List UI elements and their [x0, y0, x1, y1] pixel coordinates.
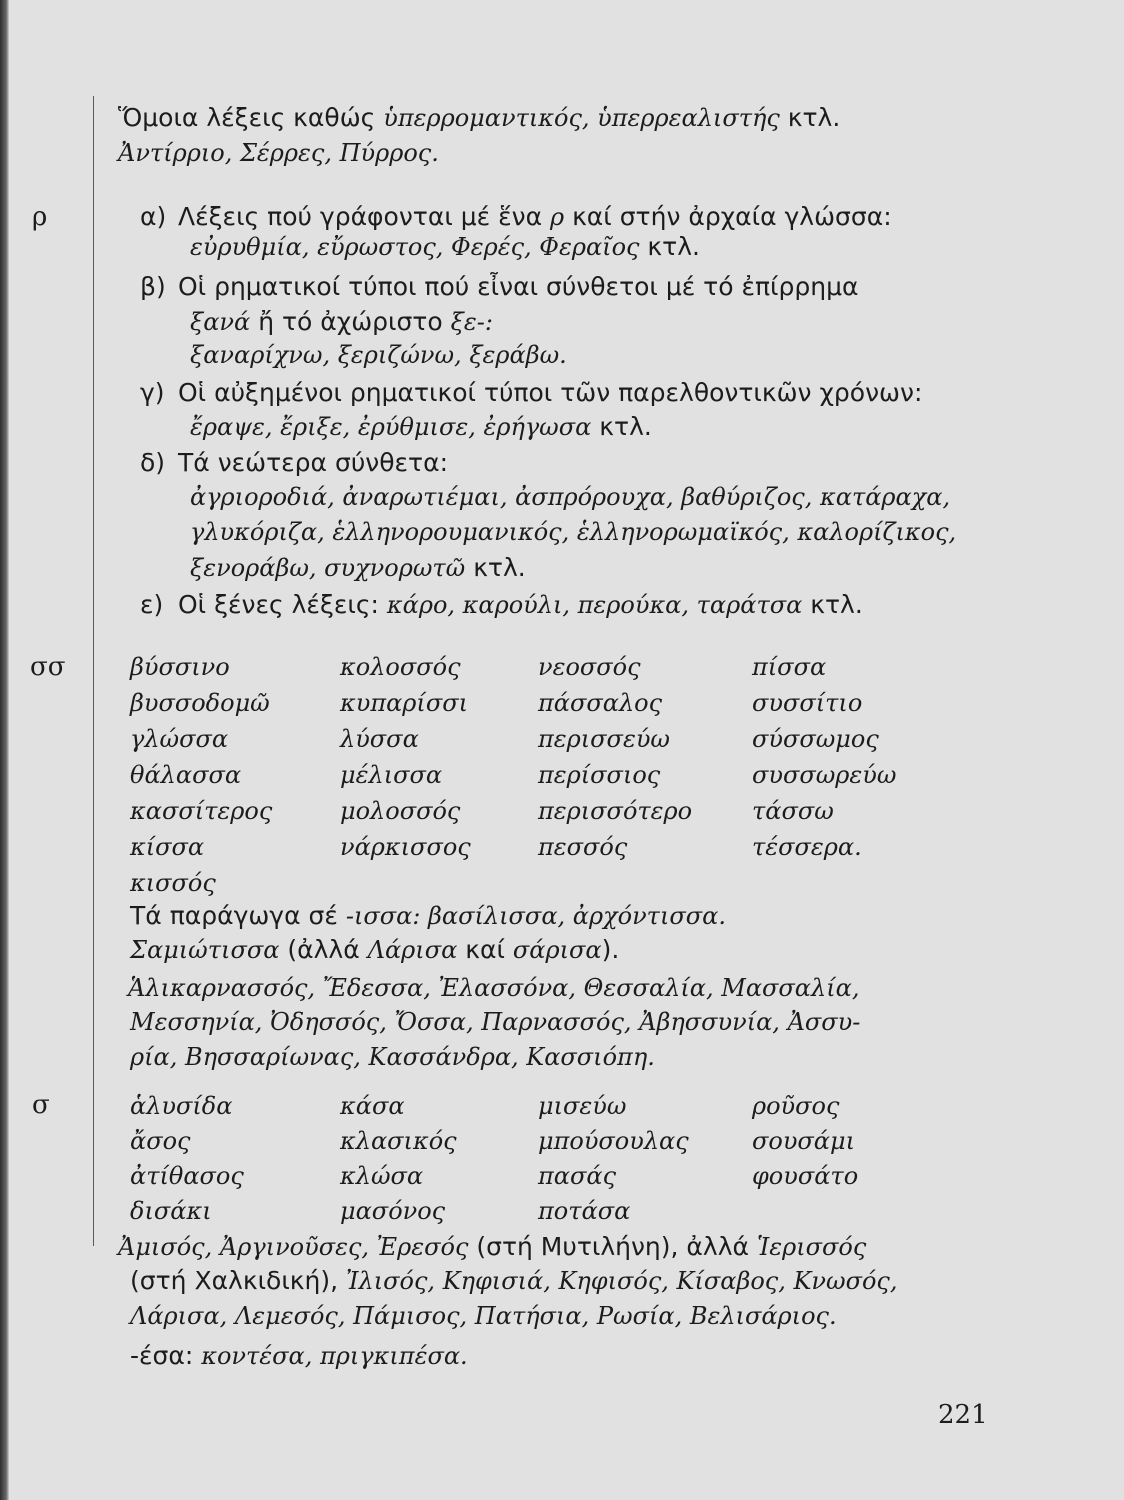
rho-e-text: Οἱ ξένες λέξεις: [178, 590, 379, 619]
rho-a-examples-line [190, 229, 700, 265]
word-list-item: θάλασσα [130, 761, 242, 789]
rho-a-letter: ρ [550, 203, 565, 231]
rho-item-b [140, 269, 858, 305]
word-list-item: ἀτίθασος [130, 1162, 244, 1190]
and-word: καί [465, 935, 505, 964]
sigma-names-line-3: Λάρισα, Λεμεσός, Πάμισος, Πατήσια, Ρωσία, Βελισάριος. [130, 1302, 837, 1330]
sigma-names-2b: Ἰλισός, Κηφισιά, Κηφισός, Κίσαβος, Κνωσός, [346, 1267, 898, 1295]
word-list-item: σουσάμι [752, 1127, 856, 1155]
esa-suffix-line [130, 1338, 468, 1374]
rho-a-text-1: Λέξεις πού γράφονται μέ ἕνα [178, 202, 543, 231]
rho-d-examples-line-3 [190, 550, 526, 586]
intro-text: Ὅμοια λέξεις καθώς [118, 103, 376, 132]
place-names-line-2: Μεσσηνία, Ὀδησσός, Ὄσσα, Παρνασσός, Ἀβησσυνία, Ἀσσυ- [130, 1008, 861, 1036]
samiotissa: Σαμιώτισσα [130, 936, 280, 964]
word-list-item: ἁλυσίδα [130, 1092, 233, 1120]
word-list-item: ροῦσος [752, 1092, 840, 1120]
word-list-item: περισσεύω [538, 725, 670, 753]
sigma-names-1c: Ἱερισσός [756, 1233, 867, 1261]
place-names-line-3: ρία, Βησσαρίωνας, Κασσάνδρα, Κασσιόπη. [130, 1043, 655, 1071]
rho-c-text: Οἱ αὐξημένοι ρηματικοί τύποι τῶν παρελθοντικῶν χρόνων: [178, 378, 923, 407]
word-list-item: δισάκι [130, 1197, 212, 1225]
word-list-item: φουσάτο [752, 1162, 859, 1190]
word-list-item: μολοσσός [340, 797, 461, 825]
close-paren: ). [601, 935, 620, 964]
word-list-item: νεοσσός [538, 653, 641, 681]
double-sigma-column-1 [130, 649, 272, 901]
word-list-item: μασόνος [340, 1197, 446, 1225]
rho-c-examples-line [190, 409, 652, 445]
sigma-column-1 [130, 1089, 244, 1229]
rho-e-etc: κτλ. [810, 590, 863, 619]
double-sigma-column-4 [752, 649, 896, 865]
double-sigma-column-2 [340, 649, 471, 865]
section-label-double-sigma: σσ [30, 652, 66, 682]
word-list-item: μισεύω [538, 1092, 627, 1120]
item-marker: δ) [140, 448, 166, 477]
double-sigma-exception [130, 932, 619, 968]
word-list-item: κασσίτερος [130, 797, 273, 825]
rho-b-adverb: ξανά [190, 308, 251, 336]
double-sigma-column-3 [538, 649, 692, 865]
word-list-item: περισσότερο [538, 797, 693, 825]
sigma-names-line-1 [118, 1229, 866, 1265]
but-open: (ἀλλά [287, 935, 360, 964]
intro-line-2: Ἀντίρριο, Σέρρες, Πύρρος. [118, 139, 439, 167]
rho-d-examples-line-1: ἀγριοροδιά, ἀναρωτιέμαι, ἀσπρόρουχα, βαθύριζος, κατάραχα, [190, 483, 951, 511]
sigma-column-4 [752, 1089, 858, 1194]
word-list-item: τέσσερα. [752, 833, 862, 861]
place-names-line-1: Ἁλικαρνασσός, Ἔδεσσα, Ἐλασσόνα, Θεσσαλία, Μασσαλία, [128, 974, 860, 1002]
word-list-item: πίσσα [752, 653, 827, 681]
item-marker: γ) [140, 378, 165, 407]
sigma-names-2a: (στή Χαλκιδική), [130, 1266, 339, 1295]
item-marker: β) [140, 272, 166, 301]
rho-a-text-2: καί στήν ἀρχαία γλώσσα: [572, 202, 892, 231]
double-sigma-derivatives [130, 898, 726, 934]
page-edge-shadow [0, 0, 9, 1500]
rho-c-examples: ἔραψε, ἔριξε, ἐρύθμισε, ἐρήγωσα [190, 413, 592, 441]
item-marker: α) [140, 202, 167, 231]
word-list-item: κολοσσός [340, 653, 461, 681]
intro-examples: ὑπερρομαντικός, ὑπερρεαλιστής [383, 104, 780, 132]
rho-b-continuation [190, 304, 493, 340]
word-list-item: μπούσουλας [538, 1127, 689, 1155]
section-label-rho: ρ [32, 202, 48, 232]
word-list-item: συσσίτιο [752, 689, 863, 717]
rho-c-etc: κτλ. [599, 412, 652, 441]
word-list-item: πεσσός [538, 833, 628, 861]
item-marker: ε) [140, 590, 164, 619]
sigma-names-1a: Ἀμισός, Ἀργινοῦσες, Ἐρεσός [118, 1233, 469, 1261]
section-label-sigma: σ [32, 1090, 50, 1120]
rho-item-d [140, 445, 448, 481]
rho-d-examples-3: ξενοράβω, συχνορωτῶ [190, 554, 466, 582]
rho-a-examples: εὐρυθμία, εὔρωστος, Φερές, Φεραῖος [190, 233, 640, 261]
word-list-item: σύσσωμος [752, 725, 879, 753]
rho-a-etc: κτλ. [647, 232, 700, 261]
rho-b-text-1: Οἱ ρηματικοί τύποι πού εἶναι σύνθετοι μέ τό ἐπίρρημα [178, 272, 859, 301]
sigma-column-3 [538, 1089, 689, 1229]
margin-rule [93, 96, 94, 1246]
word-list-item: τάσσω [752, 797, 834, 825]
word-list-item: κλασικός [340, 1127, 457, 1155]
rho-b-prefix: ξε-: [450, 308, 493, 336]
word-list-item: συσσωρεύω [752, 761, 897, 789]
sigma-names-line-2 [130, 1263, 897, 1299]
rho-item-c [140, 375, 922, 411]
esa-examples: κοντέσα, πριγκιπέσα. [201, 1342, 468, 1370]
esa-suffix: -έσα: [130, 1341, 194, 1370]
word-list-item: λύσσα [340, 725, 419, 753]
larisa: Λάρισα [367, 936, 458, 964]
word-list-item: κισσός [130, 869, 216, 897]
word-list-item: νάρκισσος [340, 833, 471, 861]
word-list-item: κάσα [340, 1092, 405, 1120]
page-number: 221 [938, 1400, 988, 1430]
word-list-item: κλώσα [340, 1162, 424, 1190]
word-list-item: ποτάσα [538, 1197, 631, 1225]
intro-line-1 [118, 100, 840, 136]
word-list-item: βυσσοδομῶ [130, 689, 270, 717]
word-list-item: βύσσινο [130, 653, 230, 681]
rho-item-e [140, 587, 863, 623]
derivatives-examples: -ισσα: βασίλισσα, ἀρχόντισσα. [345, 902, 726, 930]
rho-b-examples: ξαναρίχνω, ξεριζώνω, ξεράβω. [190, 341, 567, 369]
word-list-item: κίσσα [130, 833, 205, 861]
rho-d-text: Τά νεώτερα σύνθετα: [178, 448, 449, 477]
word-list-item: γλώσσα [130, 725, 229, 753]
rho-d-examples-line-2: γλυκόριζα, ἑλληνορουμανικός, ἑλληνορωμαϊκός, καλορίζικος, [190, 518, 957, 546]
derivatives-text: Τά παράγωγα σέ [130, 901, 338, 930]
sigma-column-2 [340, 1089, 457, 1229]
word-list-item: περίσσιος [538, 761, 661, 789]
intro-etc: κτλ. [787, 103, 841, 132]
word-list-item: ἄσος [130, 1127, 191, 1155]
sigma-names-1b: (στή Μυτιλήνη), ἀλλά [476, 1232, 749, 1261]
word-list-item: πασάς [538, 1162, 617, 1190]
word-list-item: πάσσαλος [538, 689, 663, 717]
word-list-item: κυπαρίσσι [340, 689, 469, 717]
rho-d-etc: κτλ. [473, 553, 526, 582]
word-list-item: μέλισσα [340, 761, 443, 789]
sarisa: σάρισα [512, 936, 602, 964]
rho-e-examples: κάρο, καρούλι, περούκα, ταράτσα [386, 591, 803, 619]
rho-b-text-2: ἤ τό ἀχώριστο [258, 307, 443, 336]
